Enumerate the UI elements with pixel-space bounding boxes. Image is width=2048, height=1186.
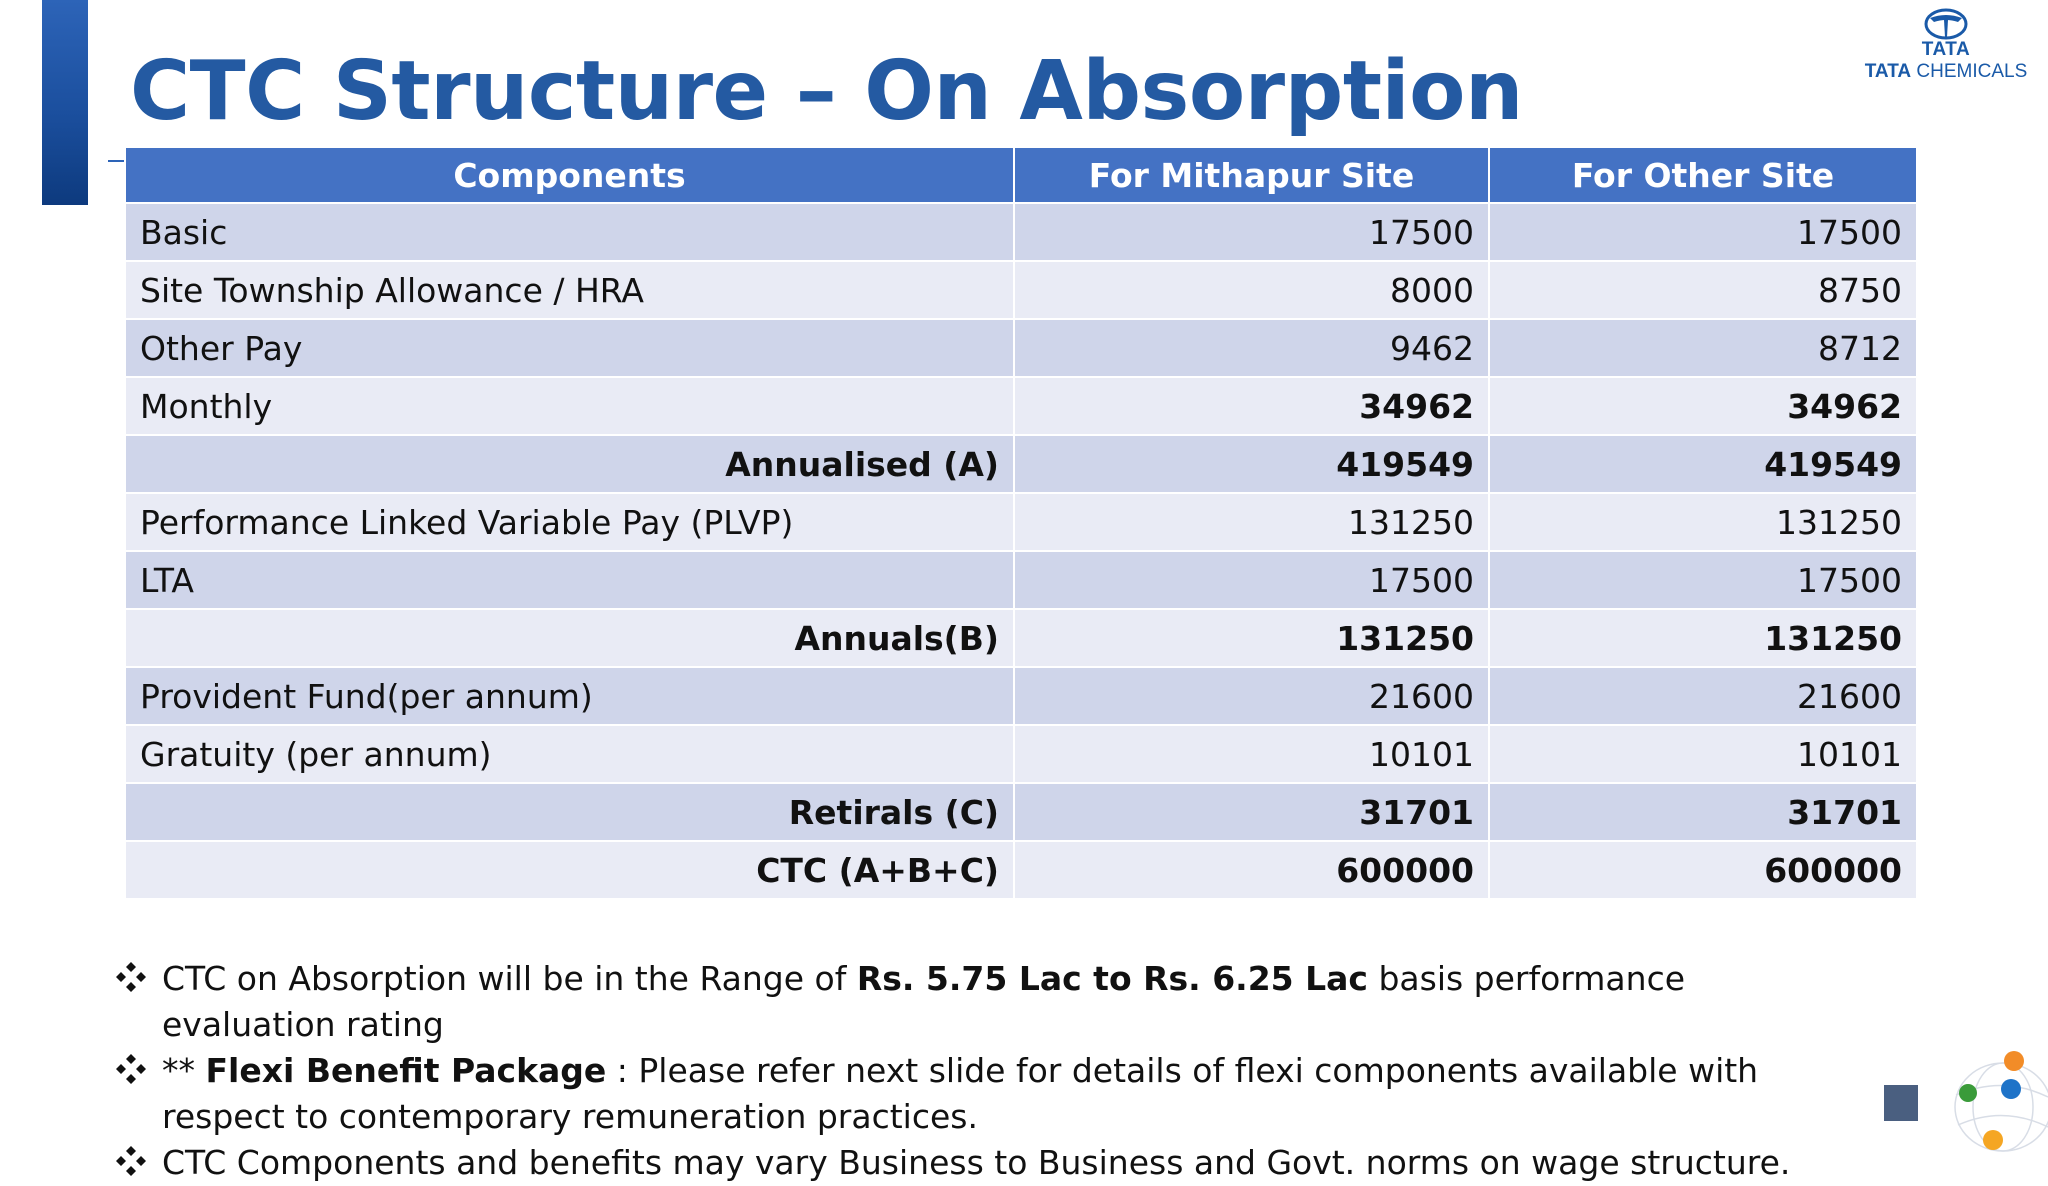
logo-company-name	[1850, 60, 2042, 84]
mithapur-value-cell: 131250	[1014, 493, 1489, 551]
note-text: : Please refer next slide for details of flexi components available with respect to contemporary remuneration practices.	[162, 1051, 1759, 1136]
note-text: CTC on Absorption will be in the Range of	[162, 959, 857, 998]
logo-company-rest: CHEMICALS	[1911, 61, 2028, 82]
diamond-bullet-icon	[114, 1052, 148, 1086]
ctc-table	[124, 146, 1918, 900]
mithapur-value-cell: 21600	[1014, 667, 1489, 725]
other-site-value-cell: 17500	[1489, 203, 1917, 261]
note-text: **	[162, 1051, 206, 1090]
header-other-site: For Other Site	[1489, 147, 1917, 203]
diamond-bullet-icon	[114, 960, 148, 994]
component-cell: Monthly	[125, 377, 1014, 435]
subtotal-row	[125, 783, 1917, 841]
other-site-value-cell: 131250	[1489, 493, 1917, 551]
table-row	[125, 667, 1917, 725]
note-emphasis: Flexi Benefit Package	[205, 1051, 607, 1090]
table-row	[125, 261, 1917, 319]
other-site-value-cell: 8750	[1489, 261, 1917, 319]
mithapur-value-cell: 34962	[1014, 377, 1489, 435]
table-row	[125, 493, 1917, 551]
mithapur-value-cell: 8000	[1014, 261, 1489, 319]
other-site-value-cell: 419549	[1489, 435, 1917, 493]
mithapur-value-cell: 131250	[1014, 609, 1489, 667]
mithapur-value-cell: 17500	[1014, 551, 1489, 609]
mithapur-value-cell: 10101	[1014, 725, 1489, 783]
header-components: Components	[125, 147, 1014, 203]
accent-bar	[42, 0, 88, 205]
note-emphasis: Rs. 5.75 Lac to Rs. 6.25 Lac	[856, 959, 1368, 998]
subtotal-row	[125, 609, 1917, 667]
component-cell: CTC (A+B+C)	[125, 841, 1014, 899]
table-row	[125, 203, 1917, 261]
note-item	[114, 956, 1834, 1048]
total-row	[125, 841, 1917, 899]
logo-company-bold: TATA	[1864, 61, 1912, 82]
table-row	[125, 725, 1917, 783]
other-site-value-cell: 131250	[1489, 609, 1917, 667]
mithapur-value-cell: 17500	[1014, 203, 1489, 261]
component-cell: Gratuity (per annum)	[125, 725, 1014, 783]
component-cell: Performance Linked Variable Pay (PLVP)	[125, 493, 1014, 551]
tata-emblem-icon	[1924, 8, 1968, 40]
component-cell: LTA	[125, 551, 1014, 609]
mithapur-value-cell: 31701	[1014, 783, 1489, 841]
component-cell: Site Township Allowance / HRA	[125, 261, 1014, 319]
component-cell: Provident Fund(per annum)	[125, 667, 1014, 725]
note-item	[114, 1140, 1834, 1186]
subtotal-row	[125, 435, 1917, 493]
component-cell: Annualised (A)	[125, 435, 1014, 493]
table-row	[125, 319, 1917, 377]
mithapur-value-cell: 419549	[1014, 435, 1489, 493]
component-cell: Annuals(B)	[125, 609, 1014, 667]
mithapur-value-cell: 600000	[1014, 841, 1489, 899]
mithapur-value-cell: 9462	[1014, 319, 1489, 377]
globe-graphic-icon	[1948, 1045, 2048, 1152]
logo-wordmark: TATA	[1921, 39, 1971, 60]
component-cell: Retirals (C)	[125, 783, 1014, 841]
table-header-row	[125, 147, 1917, 203]
component-cell: Basic	[125, 203, 1014, 261]
other-site-value-cell: 21600	[1489, 667, 1917, 725]
slide-corner-square	[1884, 1085, 1918, 1121]
other-site-value-cell: 600000	[1489, 841, 1917, 899]
other-site-value-cell: 34962	[1489, 377, 1917, 435]
note-item	[114, 1048, 1834, 1140]
note-text: CTC Components and benefits may vary Business to Business and Govt. norms on wage structure.	[162, 1143, 1791, 1182]
slide-title: CTC Structure – On Absorption	[130, 44, 1523, 139]
table-row	[125, 377, 1917, 435]
other-site-value-cell: 31701	[1489, 783, 1917, 841]
other-site-value-cell: 17500	[1489, 551, 1917, 609]
tata-chemicals-logo	[1850, 8, 2042, 98]
diamond-bullet-icon	[114, 1144, 148, 1178]
other-site-value-cell: 10101	[1489, 725, 1917, 783]
note-text: basis performance evaluation rating	[162, 959, 1686, 1044]
header-mithapur-site: For Mithapur Site	[1014, 147, 1489, 203]
other-site-value-cell: 8712	[1489, 319, 1917, 377]
table-row	[125, 551, 1917, 609]
component-cell: Other Pay	[125, 319, 1014, 377]
